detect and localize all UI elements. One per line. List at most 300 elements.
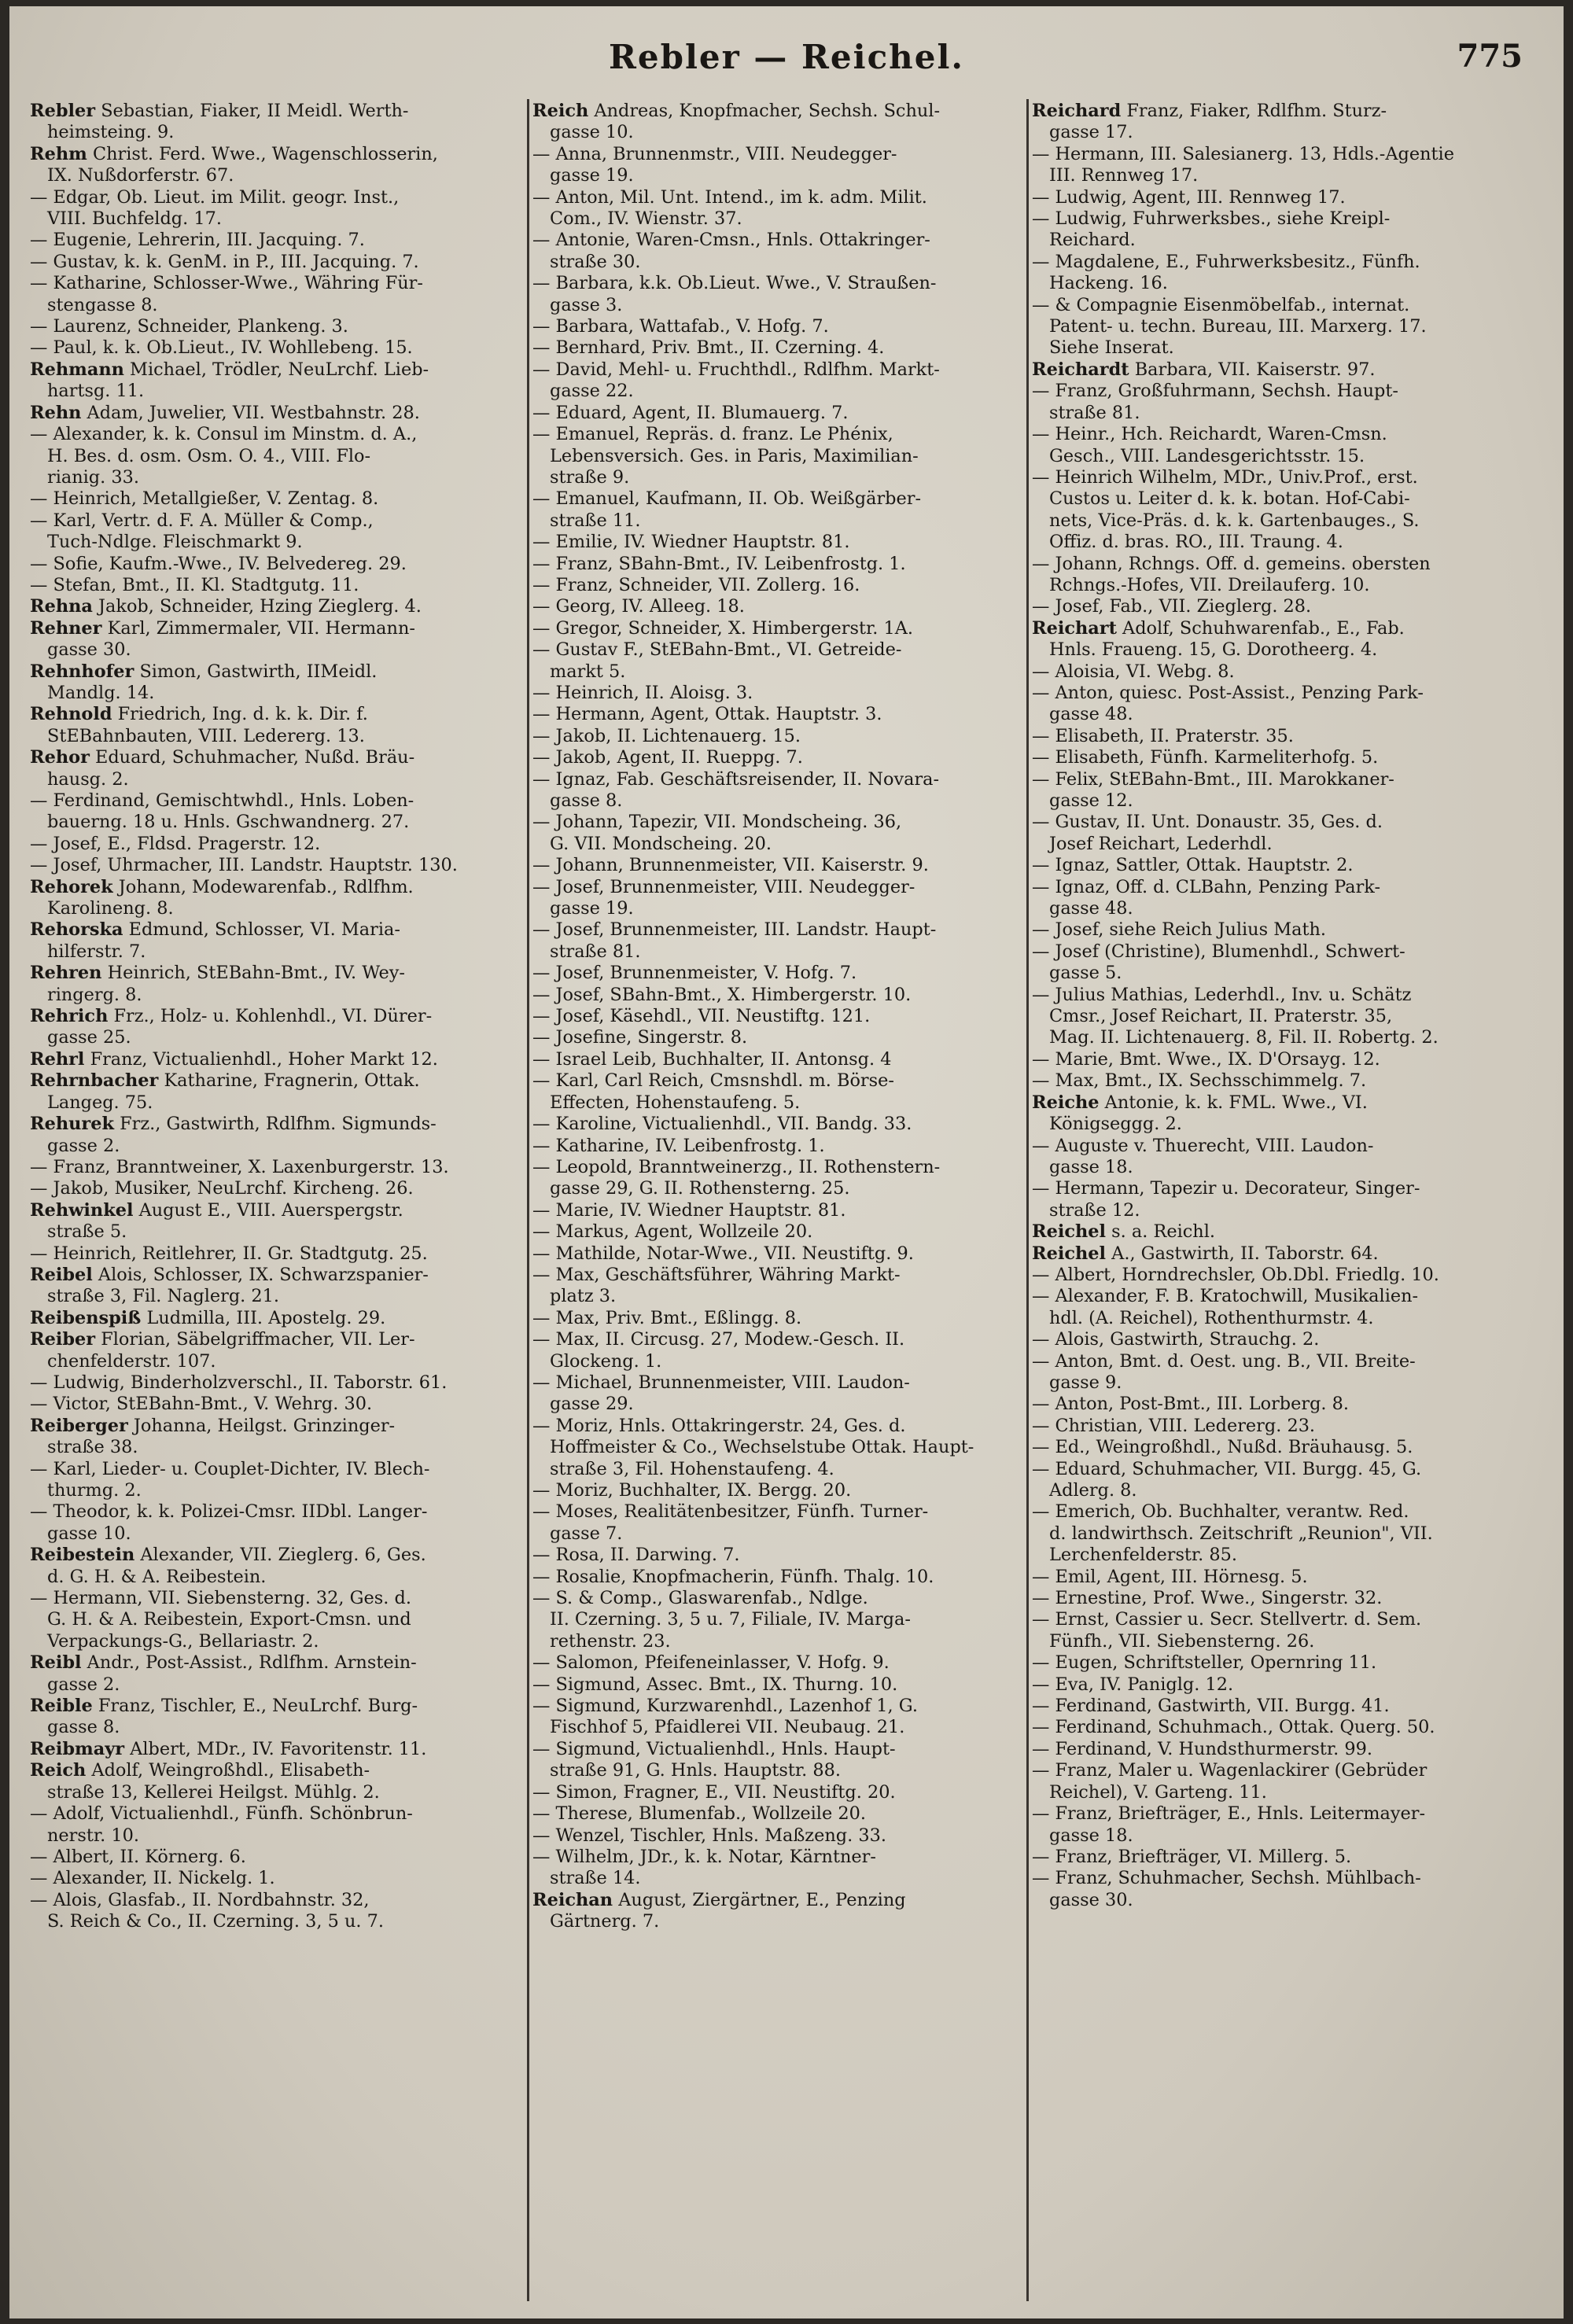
entry-text: — Jakob, II. Lichtenauerg. 15. — [532, 725, 801, 746]
entry-text: — Aloisia, VI. Webg. 8. — [1032, 661, 1235, 682]
entry-text: hausg. 2. — [47, 768, 129, 790]
surname-heading: Reible — [30, 1696, 93, 1717]
entry-text: — Mathilde, Notar-Wwe., VII. Neustiftg. 9. — [532, 1243, 914, 1264]
surname-heading: Reiberger — [30, 1415, 128, 1436]
entry-text: Franz, Fiaker, Rdlfhm. Sturz- — [1126, 101, 1387, 121]
entry-text: — Josef, Fab., VII. Zieglerg. 28. — [1032, 596, 1312, 617]
directory-line — [532, 403, 1028, 424]
entry-text: — Hermann, III. Salesianerg. 13, Hdls.-Agentie — [1032, 143, 1454, 164]
entry-text: — Josef, Uhrmacher, III. Landstr. Hauptstr. 130. — [30, 855, 458, 876]
directory-line — [1032, 316, 1527, 337]
entry-text: — Emanuel, Kaufmann, II. Ob. Weißgärber- — [532, 488, 922, 510]
directory-line — [1032, 1890, 1527, 1911]
entry-text: — Emil, Agent, III. Hörnesg. 5. — [1032, 1566, 1308, 1587]
entry-text: — Rosa, II. Darwing. 7. — [532, 1545, 740, 1566]
directory-line — [30, 446, 525, 467]
directory-line — [30, 144, 525, 165]
directory-line — [532, 187, 1028, 208]
directory-line — [1032, 1847, 1527, 1868]
directory-line — [1032, 1027, 1527, 1048]
entry-text: — Sofie, Kaufm.-Wwe., IV. Belvedereg. 29. — [30, 553, 407, 574]
directory-line — [30, 1092, 525, 1114]
directory-line — [30, 1825, 525, 1847]
entry-text: heimsteing. 9. — [47, 122, 175, 143]
entry-text: straße 12. — [1049, 1199, 1140, 1221]
directory-line — [532, 1782, 1028, 1803]
directory-line — [532, 1329, 1028, 1350]
directory-line — [30, 1394, 525, 1415]
directory-line — [30, 1501, 525, 1523]
entry-text: — Eduard, Agent, II. Blumauerg. 7. — [532, 402, 849, 423]
entry-text: gasse 18. — [1049, 1156, 1133, 1177]
entry-text: — Gustav, k. k. GenM. in P., III. Jacquing. 7. — [30, 251, 419, 272]
directory-line — [532, 1480, 1028, 1501]
directory-line — [532, 467, 1028, 488]
entry-text: gasse 30. — [1049, 1889, 1133, 1910]
surname-heading: Rehrnbacher — [30, 1070, 159, 1092]
entry-text: Franz, Tischler, E., NeuLrchf. Burg- — [98, 1696, 418, 1717]
directory-line — [30, 122, 525, 143]
directory-line — [30, 1782, 525, 1803]
entry-text: Gärtnerg. 7. — [550, 1911, 660, 1932]
entry-text: gasse 30. — [47, 639, 131, 661]
directory-line — [532, 1545, 1028, 1566]
entry-text: — Johann, Tapezir, VII. Mondscheing. 36, — [532, 812, 902, 833]
directory-line — [532, 1911, 1028, 1932]
entry-text: — Ludwig, Agent, III. Rennweg 17. — [1032, 186, 1346, 208]
entry-text: Adolf, Schuhwarenfab., E., Fab. — [1122, 617, 1405, 639]
directory-line — [1032, 208, 1527, 230]
entry-text: Fünfh., VII. Siebensterng. 26. — [1049, 1630, 1315, 1652]
directory-line — [1032, 941, 1527, 963]
directory-line — [532, 1178, 1028, 1199]
entry-text: Mandlg. 14. — [47, 682, 155, 703]
directory-line — [532, 1351, 1028, 1372]
directory-line — [532, 1717, 1028, 1738]
surname-heading: Reichart — [1032, 617, 1117, 639]
directory-line — [532, 510, 1028, 532]
entry-text: — Heinrich, Metallgießer, V. Zentag. 8. — [30, 488, 379, 510]
directory-line — [532, 488, 1028, 510]
entry-text: Reichard. — [1049, 230, 1136, 251]
surname-heading: Reichardt — [1032, 359, 1129, 380]
entry-text: straße 13, Kellerei Heilgst. Mühlg. 2. — [47, 1781, 380, 1803]
entry-text: — Israel Leib, Buchhalter, II. Antonsg. 4 — [532, 1048, 892, 1070]
surname-heading: Rehm — [30, 143, 87, 164]
entry-text: — Sigmund, Victualienhdl., Hnls. Haupt- — [532, 1738, 896, 1759]
entry-text: — Elisabeth, Fünfh. Karmeliterhofg. 5. — [1032, 747, 1379, 768]
directory-line — [30, 726, 525, 747]
directory-line — [1032, 1545, 1527, 1566]
directory-line — [1032, 704, 1527, 725]
directory-line — [30, 1717, 525, 1738]
directory-line — [30, 1329, 525, 1350]
directory-line — [30, 834, 525, 855]
entry-text: — Eugen, Schriftsteller, Opernring 11. — [1032, 1652, 1377, 1674]
entry-text: Frz., Gastwirth, Rdlfhm. Sigmunds- — [120, 1114, 437, 1135]
directory-line — [30, 1027, 525, 1048]
entry-text: — Max, Priv. Bmt., Eßlingg. 8. — [532, 1307, 802, 1328]
entry-text: nerstr. 10. — [47, 1825, 139, 1846]
directory-line — [1032, 1178, 1527, 1199]
entry-text: — Laurenz, Schneider, Plankeng. 3. — [30, 316, 348, 337]
directory-line — [30, 381, 525, 402]
column-2 — [532, 101, 1028, 2303]
directory-line — [532, 101, 1028, 122]
directory-line — [1032, 122, 1527, 143]
directory-line — [532, 446, 1028, 467]
directory-line — [532, 144, 1028, 165]
directory-line — [30, 1114, 525, 1135]
directory-line — [30, 1416, 525, 1437]
entry-text: Adolf, Weingroßhdl., Elisabeth- — [91, 1760, 370, 1781]
directory-line — [532, 1136, 1028, 1157]
entry-text: gasse 12. — [1049, 790, 1133, 811]
directory-line — [532, 1588, 1028, 1609]
entry-text: — Markus, Agent, Wollzeile 20. — [532, 1221, 813, 1243]
surname-heading: Reich — [532, 101, 589, 121]
surname-heading: Rehrl — [30, 1048, 85, 1070]
directory-line — [30, 1243, 525, 1265]
directory-line — [1032, 101, 1527, 122]
directory-line — [1032, 1070, 1527, 1092]
entry-text: — Ignaz, Sattler, Ottak. Hauptstr. 2. — [1032, 855, 1354, 876]
entry-text: Mag. II. Lichtenauerg. 8, Fil. II. Robertg. 2. — [1049, 1027, 1439, 1048]
entry-text: rethenstr. 23. — [550, 1630, 671, 1652]
directory-line — [532, 747, 1028, 768]
entry-text: — Marie, Bmt. Wwe., IX. D'Orsayg. 12. — [1032, 1048, 1380, 1070]
entry-text: — Max, Geschäftsführer, Währing Markt- — [532, 1264, 901, 1285]
directory-line — [532, 1308, 1028, 1329]
entry-text: — Adolf, Victualienhdl., Fünfh. Schönbrun- — [30, 1803, 413, 1825]
directory-line — [1032, 1717, 1527, 1738]
entry-text: gasse 19. — [550, 898, 634, 919]
entry-text: — Georg, IV. Alleeg. 18. — [532, 596, 745, 617]
directory-line — [30, 985, 525, 1006]
entry-text: gasse 19. — [550, 165, 634, 186]
directory-line — [1032, 510, 1527, 532]
entry-text: — Ignaz, Fab. Geschäftsreisender, II. Novara- — [532, 768, 940, 790]
directory-line — [30, 575, 525, 596]
entry-text: IX. Nußdorferstr. 67. — [47, 165, 234, 186]
directory-line — [1032, 1631, 1527, 1652]
directory-line — [532, 812, 1028, 833]
entry-text: — Ludwig, Binderholzverschl., II. Taborstr. 61. — [30, 1372, 448, 1393]
directory-line — [1032, 359, 1527, 381]
entry-text: — Max, II. Circusg. 27, Modew.-Gesch. II. — [532, 1329, 905, 1350]
entry-text: — Hermann, Agent, Ottak. Hauptstr. 3. — [532, 704, 882, 725]
surname-heading: Rehn — [30, 402, 82, 423]
directory-line — [532, 554, 1028, 575]
directory-line — [1032, 1372, 1527, 1394]
entry-text: Offiz. d. bras. RO., III. Traung. 4. — [1049, 532, 1343, 553]
entry-text: Alois, Schlosser, IX. Schwarzspanier- — [98, 1264, 429, 1285]
entry-text: — Moriz, Hnls. Ottakringerstr. 24, Ges. d. — [532, 1415, 906, 1436]
directory-line — [30, 1739, 525, 1760]
entry-text: gasse 10. — [550, 122, 634, 143]
directory-line — [532, 704, 1028, 725]
directory-line — [532, 898, 1028, 919]
directory-line — [30, 1200, 525, 1221]
entry-text: Patent- u. techn. Bureau, III. Marxerg. 17. — [1049, 316, 1427, 337]
surname-heading: Reichan — [532, 1889, 613, 1910]
entry-text: — Heinrich, II. Aloisg. 3. — [532, 682, 753, 703]
directory-line — [1032, 187, 1527, 208]
directory-line — [532, 726, 1028, 747]
directory-line — [1032, 1265, 1527, 1286]
directory-line — [30, 273, 525, 294]
running-head: Rebler — Reichel. — [608, 38, 965, 76]
entry-text: — Josef, Brunnenmeister, VIII. Neudegger- — [532, 876, 915, 897]
column-3 — [1032, 101, 1527, 2303]
directory-line — [1032, 661, 1527, 683]
entry-text: gasse 2. — [47, 1674, 120, 1695]
entry-text: Adam, Juwelier, VII. Westbahnstr. 28. — [87, 402, 420, 423]
directory-line — [532, 941, 1028, 963]
directory-line — [532, 1696, 1028, 1717]
directory-line — [1032, 467, 1527, 488]
directory-line — [532, 1006, 1028, 1027]
directory-line — [30, 596, 525, 617]
directory-line — [30, 1178, 525, 1199]
entry-text: gasse 10. — [47, 1523, 131, 1544]
entry-text: — Edgar, Ob. Lieut. im Milit. geogr. Inst., — [30, 186, 400, 208]
directory-line — [1032, 683, 1527, 704]
directory-line — [1032, 1351, 1527, 1372]
directory-line — [30, 1523, 525, 1545]
directory-line — [532, 1868, 1028, 1889]
directory-line — [1032, 726, 1527, 747]
directory-line — [532, 790, 1028, 812]
entry-text: — Emilie, IV. Wiedner Hauptstr. 81. — [532, 532, 850, 553]
entry-text: rianig. 33. — [47, 466, 139, 488]
entry-text: II. Czerning. 3, 5 u. 7, Filiale, IV. Marga- — [550, 1609, 911, 1630]
directory-line — [30, 661, 525, 683]
directory-line — [30, 1588, 525, 1609]
directory-line — [30, 1480, 525, 1501]
entry-text: StEBahnbauten, VIII. Ledererg. 13. — [47, 725, 365, 746]
entry-text: gasse 18. — [1049, 1825, 1133, 1846]
directory-line — [30, 1070, 525, 1092]
directory-line — [30, 1308, 525, 1329]
directory-line — [1032, 230, 1527, 251]
entry-text: chenfelderstr. 107. — [47, 1350, 216, 1372]
directory-line — [532, 1631, 1028, 1652]
surname-heading: Rehnold — [30, 704, 112, 725]
directory-line — [532, 618, 1028, 639]
directory-line — [1032, 446, 1527, 467]
directory-line — [1032, 403, 1527, 424]
entry-text: — Theodor, k. k. Polizei-Cmsr. IIDbl. Langer- — [30, 1501, 428, 1523]
directory-line — [532, 963, 1028, 984]
directory-line — [1032, 1416, 1527, 1437]
entry-text: Edmund, Schlosser, VI. Maria- — [128, 919, 400, 941]
entry-text: — Josef, Brunnenmeister, III. Landstr. Haupt- — [532, 919, 937, 941]
entry-text: Rchngs.-Hofes, VII. Dreilauferg. 10. — [1049, 574, 1370, 595]
entry-text: — Marie, IV. Wiedner Hauptstr. 81. — [532, 1199, 846, 1221]
directory-line — [30, 1609, 525, 1630]
entry-text: — Josef, Käsehdl., VII. Neustiftg. 121. — [532, 1006, 871, 1027]
entry-text: — Barbara, k.k. Ob.Lieut. Wwe., V. Straußen- — [532, 273, 937, 294]
directory-line — [1032, 1652, 1527, 1674]
directory-line — [532, 855, 1028, 876]
directory-line — [1032, 1501, 1527, 1523]
directory-line — [30, 467, 525, 488]
entry-text: hartsg. 11. — [47, 381, 145, 402]
directory-line — [1032, 532, 1527, 553]
surname-heading: Rehnhofer — [30, 661, 134, 682]
directory-line — [532, 122, 1028, 143]
directory-line — [30, 963, 525, 984]
entry-text: — Franz, Briefträger, VI. Millerg. 5. — [1032, 1846, 1352, 1867]
directory-line — [1032, 1329, 1527, 1350]
entry-text: — Emerich, Ob. Buchhalter, verantw. Red. — [1032, 1501, 1409, 1523]
entry-text: Lerchenfelderstr. 85. — [1049, 1545, 1238, 1566]
entry-text: Lebensversich. Ges. in Paris, Maximilian- — [550, 445, 919, 466]
entry-text: Antonie, k. k. FML. Wwe., VI. — [1104, 1092, 1368, 1113]
entry-text: straße 14. — [550, 1868, 641, 1889]
entry-text: — Gustav F., StEBahn-Bmt., VI. Getreide- — [532, 639, 902, 661]
directory-line — [30, 1868, 525, 1889]
entry-text: — Felix, StEBahn-Bmt., III. Marokkaner- — [1032, 768, 1394, 790]
entry-text: straße 30. — [550, 251, 641, 272]
directory-line — [30, 165, 525, 186]
entry-text: — Anton, Mil. Unt. Intend., im k. adm. Milit. — [532, 186, 927, 208]
entry-text: III. Rennweg 17. — [1049, 165, 1199, 186]
entry-text: — Ferdinand, V. Hundsthurmerstr. 99. — [1032, 1738, 1373, 1759]
directory-line — [1032, 424, 1527, 445]
entry-text: — Sigmund, Kurzwarenhdl., Lazenhof 1, G. — [532, 1696, 918, 1717]
directory-line — [1032, 769, 1527, 790]
directory-line — [30, 1545, 525, 1566]
entry-text: gasse 22. — [550, 381, 634, 402]
directory-line — [1032, 1782, 1527, 1803]
entry-text: — Ernestine, Prof. Wwe., Singerstr. 32. — [1032, 1588, 1383, 1609]
entry-text: — Alexander, II. Nickelg. 1. — [30, 1868, 275, 1889]
surname-heading: Reiche — [1032, 1092, 1100, 1113]
directory-line — [532, 575, 1028, 596]
entry-text: Siehe Inserat. — [1049, 337, 1174, 359]
directory-line — [30, 1890, 525, 1911]
entry-text: S. Reich & Co., II. Czerning. 3, 5 u. 7. — [47, 1911, 384, 1932]
directory-line — [1032, 1437, 1527, 1458]
entry-text: — Eva, IV. Paniglg. 12. — [1032, 1674, 1234, 1695]
entry-text: markt 5. — [550, 661, 626, 682]
entry-text: nets, Vice-Präs. d. k. k. Gartenbauges., S. — [1049, 510, 1420, 531]
entry-text: straße 3, Fil. Naglerg. 21. — [47, 1286, 280, 1307]
directory-line — [30, 618, 525, 639]
entry-text: Hnls. Fraueng. 15, G. Dorotheerg. 4. — [1049, 639, 1378, 661]
entry-text: Hackeng. 16. — [1049, 273, 1168, 294]
entry-text: gasse 29. — [550, 1394, 634, 1415]
entry-text: platz 3. — [550, 1286, 617, 1307]
entry-text: — Josef, SBahn-Bmt., X. Himbergerstr. 10. — [532, 984, 912, 1005]
entry-text: Hoffmeister & Co., Wechselstube Ottak. Haupt- — [550, 1437, 974, 1458]
directory-line — [532, 1652, 1028, 1674]
directory-line — [30, 337, 525, 359]
entry-text: — Johann, Rchngs. Off. d. gemeins. obersten — [1032, 553, 1431, 574]
directory-line — [532, 877, 1028, 898]
directory-line — [30, 1459, 525, 1480]
surname-heading: Rehrich — [30, 1006, 109, 1027]
surname-heading: Rehorek — [30, 876, 113, 897]
entry-text: — Alois, Gastwirth, Strauchg. 2. — [1032, 1329, 1320, 1350]
directory-line — [532, 1803, 1028, 1825]
entry-text: Andreas, Knopfmacher, Sechsh. Schul- — [594, 101, 941, 121]
entry-text: gasse 25. — [47, 1027, 131, 1048]
directory-line — [1032, 1394, 1527, 1415]
directory-line — [30, 1652, 525, 1674]
directory-line — [30, 941, 525, 963]
entry-text: — Franz, Maler u. Wagenlackirer (Gebrüder — [1032, 1760, 1427, 1781]
entry-text: — Franz, Schneider, VII. Zollerg. 16. — [532, 574, 860, 595]
entry-text: Glockeng. 1. — [550, 1350, 662, 1372]
directory-line — [1032, 1308, 1527, 1329]
entry-text: straße 81. — [550, 941, 641, 962]
directory-line — [30, 1631, 525, 1652]
entry-text: Reichel), V. Garteng. 11. — [1049, 1781, 1267, 1803]
entry-text: — Ernst, Cassier u. Secr. Stellvertr. d. Sem. — [1032, 1609, 1422, 1630]
entry-text: Josef Reichart, Lederhdl. — [1049, 833, 1273, 854]
directory-line — [1032, 1157, 1527, 1178]
directory-line — [1032, 337, 1527, 359]
directory-line — [1032, 575, 1527, 596]
directory-line — [532, 1049, 1028, 1070]
entry-text: thurmg. 2. — [47, 1480, 142, 1501]
directory-line — [1032, 1459, 1527, 1480]
entry-text: — Franz, SBahn-Bmt., IV. Leibenfrostg. 1. — [532, 553, 906, 574]
directory-line — [532, 769, 1028, 790]
entry-text: — Paul, k. k. Ob.Lieut., IV. Wohllebeng. 15. — [30, 337, 413, 359]
directory-line — [1032, 1480, 1527, 1501]
entry-text: stengasse 8. — [47, 294, 158, 315]
entry-text: Katharine, Fragnerin, Ottak. — [164, 1070, 420, 1092]
entry-text: straße 81. — [1049, 402, 1140, 423]
directory-line — [532, 834, 1028, 855]
entry-text: hdl. (A. Reichel), Rothenthurmstr. 4. — [1049, 1307, 1374, 1328]
entry-text: August E., VIII. Auerspergstr. — [138, 1199, 403, 1221]
directory-line — [1032, 639, 1527, 661]
directory-line — [532, 359, 1028, 381]
directory-line — [30, 1760, 525, 1781]
directory-line — [532, 1437, 1028, 1458]
directory-line — [532, 1221, 1028, 1243]
entry-text: — Josefine, Singerstr. 8. — [532, 1027, 748, 1048]
entry-text: gasse 8. — [550, 790, 623, 811]
entry-text: — Barbara, Wattafab., V. Hofg. 7. — [532, 316, 829, 337]
directory-line — [30, 1911, 525, 1932]
directory-line — [532, 919, 1028, 941]
directory-line — [1032, 1868, 1527, 1889]
entry-text: Karl, Zimmermaler, VII. Hermann- — [107, 617, 415, 639]
entry-text: — Emanuel, Repräs. d. franz. Le Phénix, — [532, 424, 893, 445]
entry-text: VIII. Buchfeldg. 17. — [47, 208, 222, 230]
directory-line — [30, 1136, 525, 1157]
entry-text: Christ. Ferd. Wwe., Wagenschlosserin, — [92, 143, 438, 164]
entry-text: — Eugenie, Lehrerin, III. Jacquing. 7. — [30, 230, 365, 251]
surname-heading: Reibenspiß — [30, 1307, 142, 1328]
entry-text: gasse 17. — [1049, 122, 1133, 143]
entry-text: gasse 48. — [1049, 704, 1133, 725]
entry-text: Jakob, Schneider, Hzing Zieglerg. 4. — [98, 596, 422, 617]
entry-text: — Elisabeth, II. Praterstr. 35. — [1032, 725, 1294, 746]
directory-line — [532, 1372, 1028, 1394]
entry-text: gasse 29, G. II. Rothensterng. 25. — [550, 1178, 850, 1199]
directory-line — [532, 273, 1028, 294]
directory-line — [1032, 919, 1527, 941]
directory-line — [532, 1459, 1028, 1480]
entry-text: Frz., Holz- u. Kohlenhdl., VI. Dürer- — [113, 1006, 433, 1027]
